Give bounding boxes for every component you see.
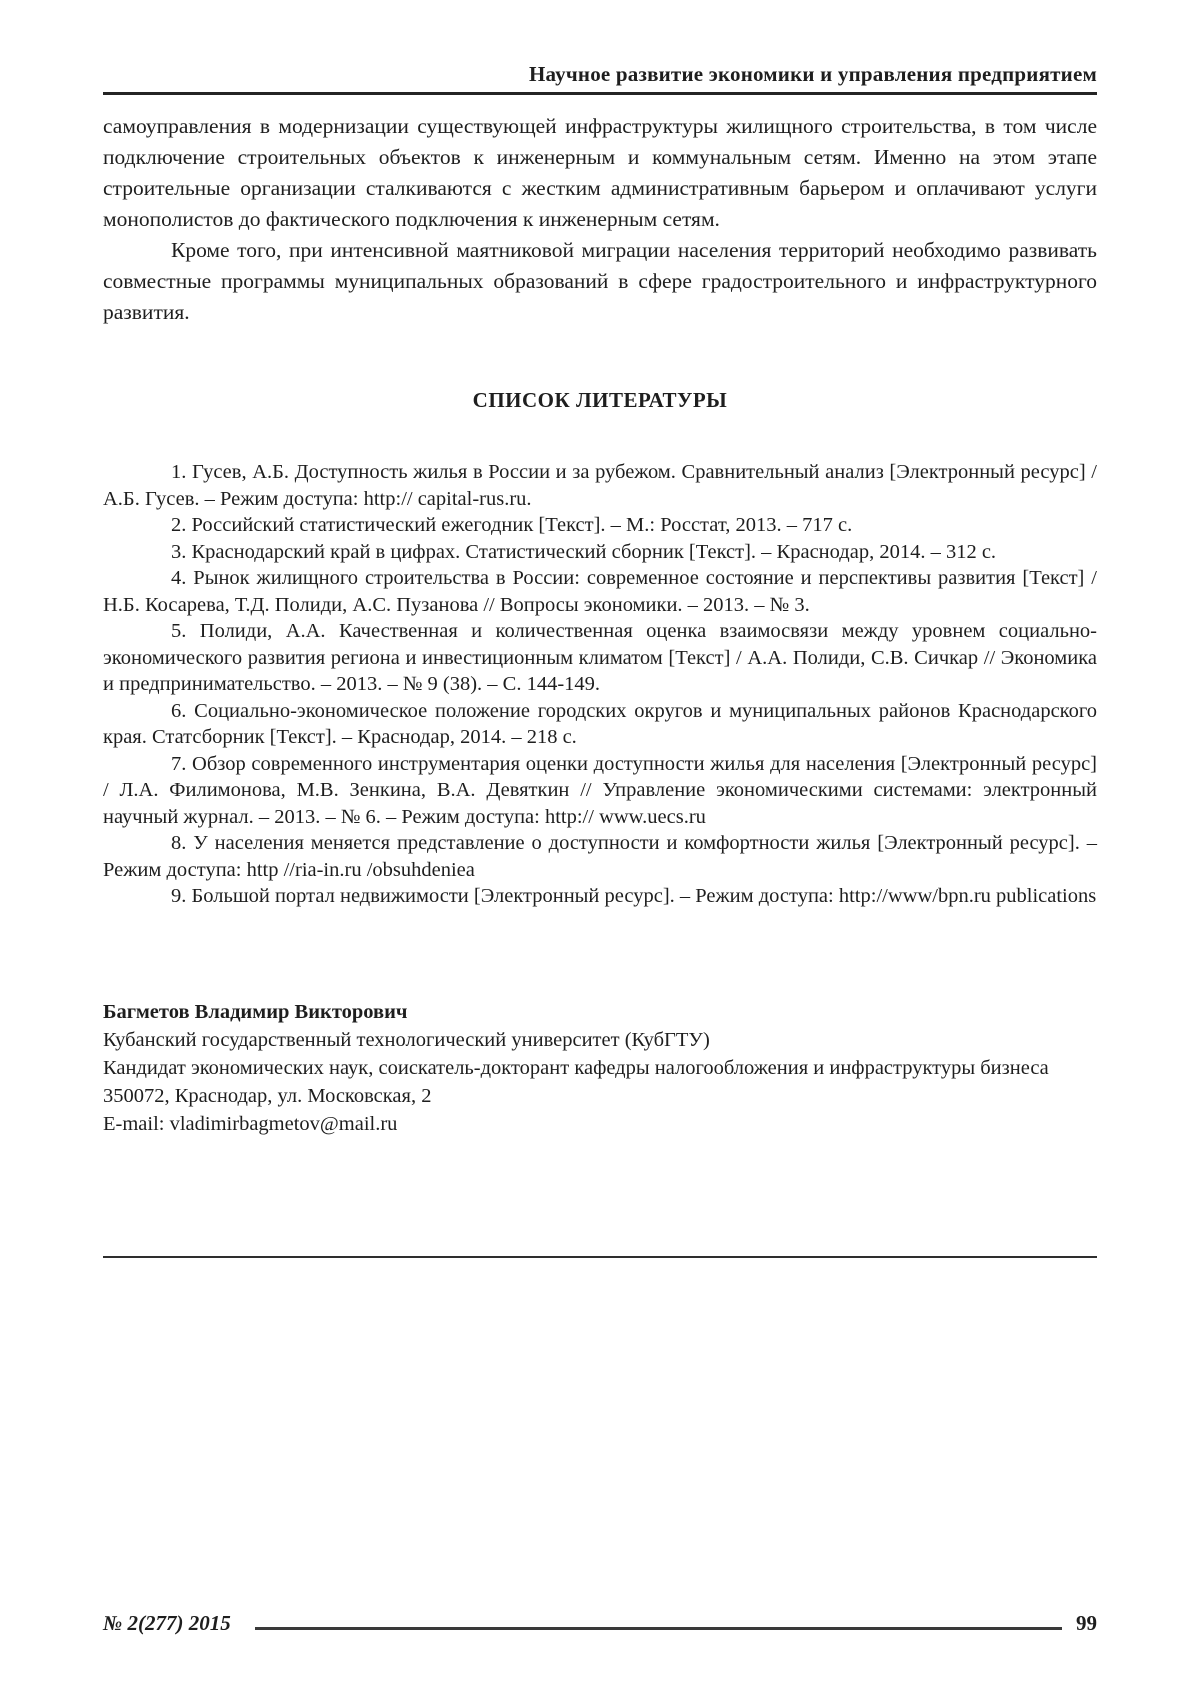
footer-issue-label: № 2(277) 2015	[103, 1611, 231, 1635]
author-address: 350072, Краснодар, ул. Московская, 2	[103, 1084, 432, 1107]
article-body	[103, 111, 1097, 328]
body-paragraph-2: Кроме того, при интенсивной маятниковой миграции населения территорий необходимо развивать совместные программы муниципальных образований в сфере градостроительного и инфраструктурного развития.	[103, 238, 1097, 324]
references-heading: СПИСОК ЛИТЕРАТУРЫ	[472, 388, 728, 412]
page-content	[103, 0, 1097, 1258]
reference-item: 5. Полиди, А.А. Качественная и количественная оценка взаимосвязи между уровнем социально-экономического развития региона и инвестиционным климатом [Текст] / А.А. Полиди, С.В. Сичкар // Экономика и предпринимательство. – 2013. – № 9 (38). – С. 144-149.	[103, 620, 1097, 695]
reference-item: 3. Краснодарский край в цифрах. Статистический сборник [Текст]. – Краснодар, 2014. – 312 с.	[171, 540, 997, 563]
author-affiliation: Кубанский государственный технологический университет (КубГТУ)	[103, 1028, 710, 1051]
author-name: Багметов Владимир Викторович	[103, 1000, 408, 1023]
references-list	[103, 459, 1097, 910]
author-block	[103, 998, 1097, 1138]
body-paragraph-1: самоуправления в модернизации существующей инфраструктуры жилищного строительства, в том числе подключение строительных объектов к инженерным и коммунальным сетям. Именно на этом этапе строительные организации сталкиваются с жестким административным барьером и оплачивают услуги монополистов до фактического подключения к инженерным сетям.	[103, 114, 1097, 231]
page-footer	[103, 1611, 1097, 1636]
reference-item: 1. Гусев, А.Б. Доступность жилья в России и за рубежом. Сравнительный анализ [Электронный ресурс] / А.Б. Гусев. – Режим доступа: http:// capital-rus.ru.	[103, 461, 1097, 510]
reference-item: 6. Социально-экономическое положение городских округов и муниципальных районов Краснодарского края. Статсборник [Текст]. – Краснодар, 2014. – 218 с.	[103, 699, 1097, 748]
footer-page-number: 99	[1076, 1611, 1097, 1635]
running-head-title: Научное развитие экономики и управления предприятием	[103, 0, 1097, 95]
author-email: E-mail: vladimirbagmetov@mail.ru	[103, 1112, 398, 1135]
footer-rule	[255, 1626, 1062, 1630]
reference-item: 8. У населения меняется представление о доступности и комфортности жилья [Электронный ресурс]. – Режим доступа: http //ria-in.ru /obsuhdeniea	[103, 832, 1097, 881]
reference-item: 7. Обзор современного инструментария оценки доступности жилья для населения [Электронный ресурс] / Л.А. Филимонова, М.В. Зенкина, В.А. Девяткин // Управление экономическими системами: электронный научный журнал. – 2013. – № 6. – Режим доступа: http:// www.uecs.ru	[103, 752, 1097, 828]
section-divider-rule	[103, 1256, 1097, 1258]
reference-item: 4. Рынок жилищного строительства в России: современное состояние и перспективы развития [Текст] / Н.Б. Косарева, Т.Д. Полиди, А.С. Пузанова // Вопросы экономики. – 2013. – № 3.	[103, 567, 1097, 616]
reference-item: 2. Российский статистический ежегодник [Текст]. – М.: Росстат, 2013. – 717 с.	[171, 514, 853, 536]
reference-item: 9. Большой портал недвижимости [Электронный ресурс]. – Режим доступа: http://www/bpn.ru publications	[171, 885, 1097, 907]
author-position: Кандидат экономических наук, соискатель-докторант кафедры налогообложения и инфраструктуры бизнеса	[103, 1056, 1049, 1079]
